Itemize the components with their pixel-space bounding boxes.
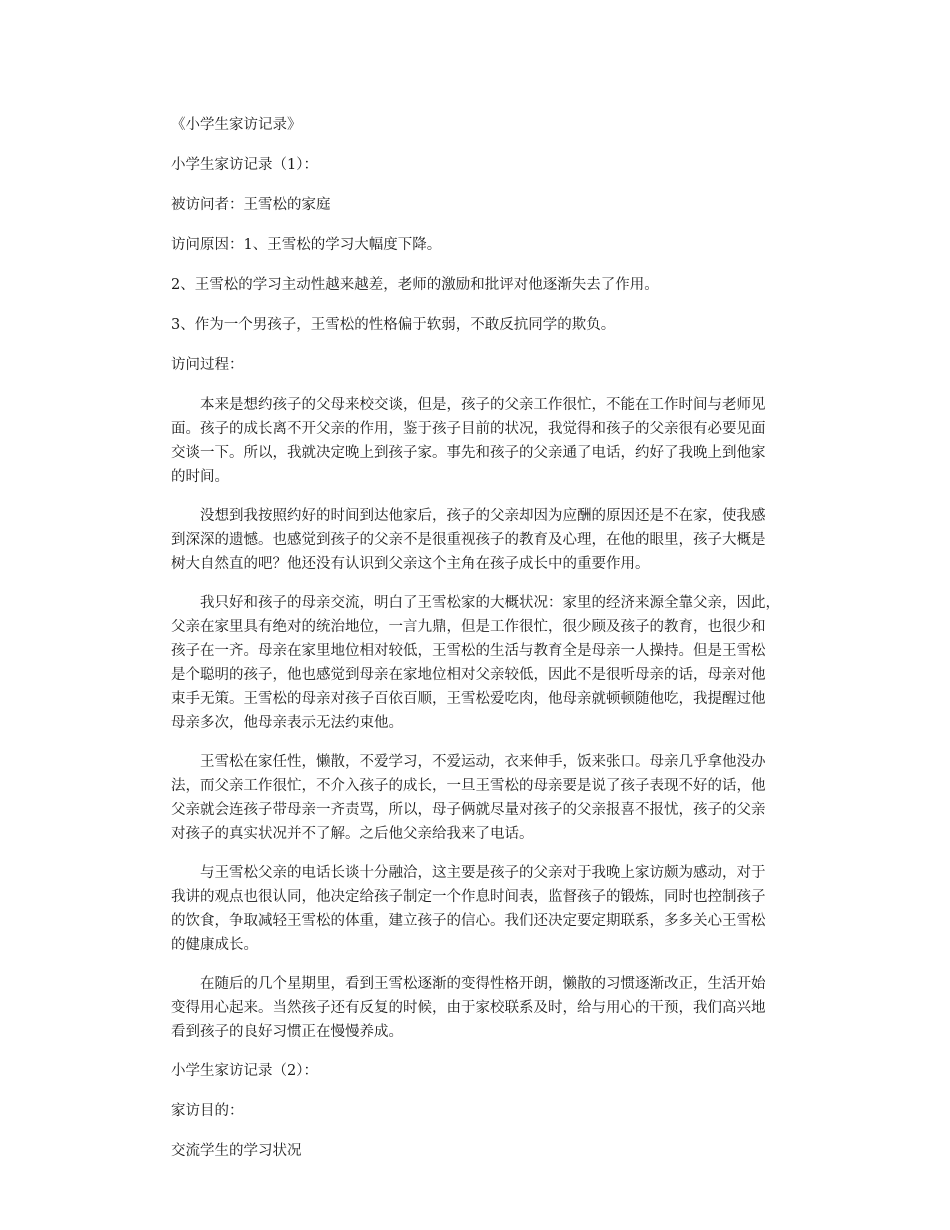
paragraph-line: 母亲多次，他母亲表示无法约束他。	[171, 715, 403, 731]
paragraph-line: 孩子在一齐。母亲在家里地位相对较低，王雪松的生活与教育全是母亲一人操持。但是王雪松	[171, 643, 766, 659]
interviewee-line: 被访问者：王雪松的家庭	[171, 197, 331, 213]
paragraph-5	[171, 861, 781, 957]
purpose-heading: 家访目的：	[171, 1103, 244, 1119]
paragraph-line: 对孩子的真实状况并不了解。之后他父亲给我来了电话。	[171, 826, 534, 842]
paragraph-line: 面。孩子的成长离不开父亲的作用，鉴于孩子目前的状况，我觉得和孩子的父亲很有必要见面	[171, 421, 766, 437]
paragraph-1	[171, 393, 781, 489]
paragraph-line: 看到孩子的良好习惯正在慢慢养成。	[171, 1024, 403, 1040]
paragraph-line: 父亲在家里具有绝对的统治地位，一言九鼎，但是工作很忙，很少顾及孩子的教育，也很少和	[171, 619, 766, 635]
paragraph-line: 的健康成长。	[171, 937, 258, 953]
record2-heading: 小学生家访记录（2）：	[171, 1063, 318, 1079]
paragraph-3	[171, 591, 781, 735]
reason2-line: 2、王雪松的学习主动性越来越差，老师的激励和批评对他逐渐失去了作用。	[171, 277, 659, 293]
record1-heading: 小学生家访记录（1）：	[171, 157, 318, 173]
paragraph-line: 我讲的观点也很认同，他决定给孩子制定一个作息时间表，监督孩子的锻炼，同时也控制孩子	[171, 889, 766, 905]
paragraph-line: 本来是想约孩子的父母来校交谈，但是，孩子的父亲工作很忙，不能在工作时间与老师见	[200, 397, 766, 413]
paragraph-line: 的时间。	[171, 469, 229, 485]
paragraph-6	[171, 972, 781, 1044]
paragraph-line: 父亲就会连孩子带母亲一齐责骂，所以，母子俩就尽量对孩子的父亲报喜不报忧，孩子的父亲	[171, 802, 766, 818]
paragraph-4	[171, 750, 781, 846]
paragraph-line: 与王雪松父亲的电话长谈十分融洽，这主要是孩子的父亲对于我晚上家访颇为感动，对于	[200, 865, 766, 881]
paragraph-line: 法，而父亲工作很忙，不介入孩子的成长，一旦王雪松的母亲要是说了孩子表现不好的话，他	[171, 778, 766, 794]
document-body	[171, 113, 781, 1179]
paragraph-line: 在随后的几个星期里，看到王雪松逐渐的变得性格开朗，懒散的习惯逐渐改正，生活开始	[200, 976, 766, 992]
purpose-item: 交流学生的学习状况	[171, 1143, 302, 1159]
paragraph-line: 到深深的遗憾。也感觉到孩子的父亲不是很重视孩子的教育及心理，在他的眼里，孩子大概是	[171, 532, 766, 548]
paragraph-line: 是个聪明的孩子，他也感觉到母亲在家地位相对父亲较低，因此不是很听母亲的话，母亲对他	[171, 667, 766, 683]
paragraph-line: 束手无策。王雪松的母亲对孩子百依百顺，王雪松爱吃肉，他母亲就顿顿随他吃，我提醒过他	[171, 691, 766, 707]
paragraph-line: 我只好和孩子的母亲交流，明白了王雪松家的大概状况：家里的经济来源全靠父亲，因此，	[200, 595, 780, 611]
process-heading: 访问过程：	[171, 357, 244, 373]
paragraph-line: 交谈一下。所以，我就决定晚上到孩子家。事先和孩子的父亲通了电话，约好了我晚上到他家	[171, 445, 766, 461]
paragraph-line: 树大自然直的吧？他还没有认识到父亲这个主角在孩子成长中的重要作用。	[171, 556, 650, 572]
reason-line: 访问原因：1、王雪松的学习大幅度下降。	[171, 237, 442, 253]
paragraph-line: 没想到我按照约好的时间到达他家后，孩子的父亲却因为应酬的原因还是不在家，使我感	[200, 508, 766, 524]
document-title: 《小学生家访记录》	[171, 117, 302, 133]
reason3-line: 3、作为一个男孩子，王雪松的性格偏于软弱，不敢反抗同学的欺负。	[171, 317, 616, 333]
paragraph-line: 王雪松在家任性，懒散，不爱学习，不爱运动，衣来伸手，饭来张口。母亲几乎拿他没办	[200, 754, 766, 770]
paragraph-2	[171, 504, 781, 576]
paragraph-line: 的饮食，争取减轻王雪松的体重，建立孩子的信心。我们还决定要定期联系，多多关心王雪松	[171, 913, 766, 929]
paragraph-line: 变得用心起来。当然孩子还有反复的时候，由于家校联系及时，给与用心的干预，我们高兴地	[171, 1000, 766, 1016]
